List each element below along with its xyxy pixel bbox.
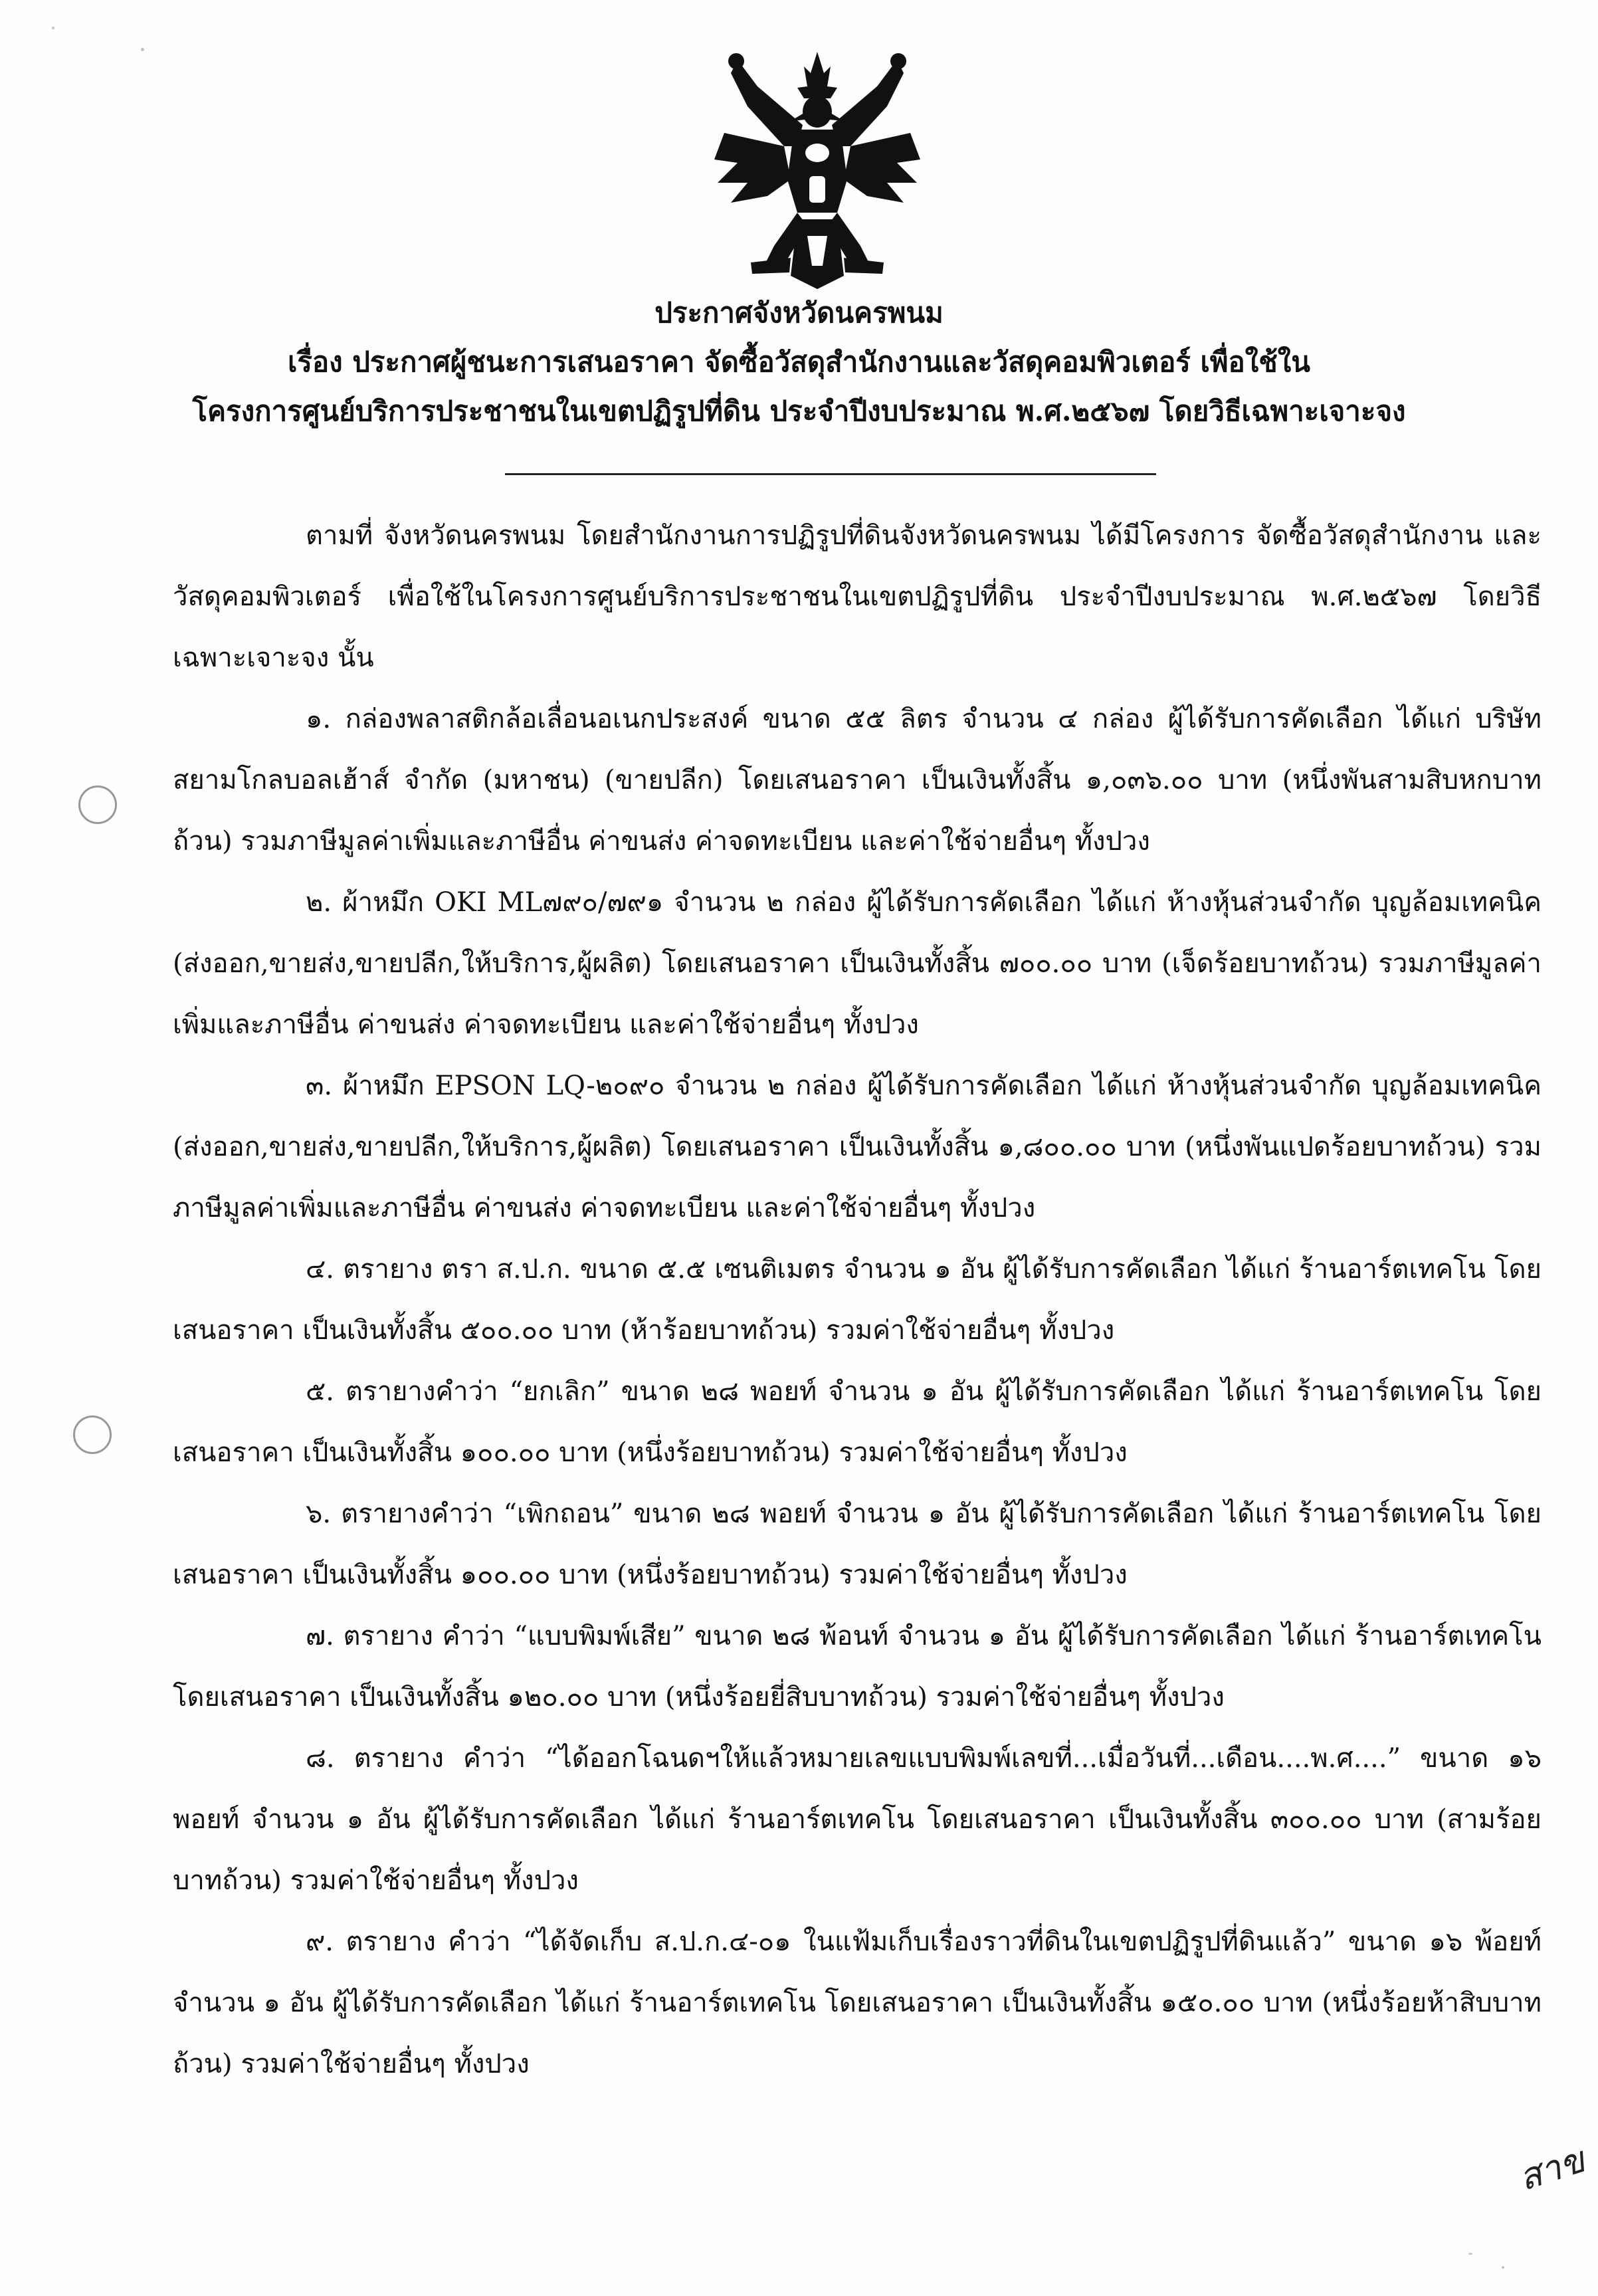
list-item: ๖. ตรายางคำว่า “เพิกถอน” ขนาด ๒๘ พอยท์ จำนวน ๑ อัน ผู้ได้รับการคัดเลือก ได้แก่ ร้านอาร์ตเทคโน โดยเสนอราคา เป็นเงินทั้งสิ้น ๑๐๐.๐๐ บาท (หนึ่งร้อยบาทถ้วน) รวมค่าใช้จ่ายอื่นๆ ทั้งปวง	[173, 1499, 1542, 1590]
list-item: ๑. กล่องพลาสติกล้อเลื่อนอเนกประสงค์ ขนาด ๕๕ ลิตร จำนวน ๔ กล่อง ผู้ได้รับการคัดเลือก ได้แก่ บริษัท สยามโกลบอลเฮ้าส์ จำกัด (มหาชน) (ขายปลีก) โดยเสนอราคา เป็นเงินทั้งสิ้น ๑,๐๓๖.๐๐ บาท (หนึ่งพันสามสิบหกบาทถ้วน) รวมภาษีมูลค่าเพิ่มและภาษีอื่น ค่าขนส่ง ค่าจดทะเบียน และค่าใช้จ่ายอื่นๆ ทั้งปวง	[173, 704, 1542, 857]
list-item: ๗. ตรายาง คำว่า “แบบพิมพ์เสีย” ขนาด ๒๘ พ้อนท์ จำนวน ๑ อัน ผู้ได้รับการคัดเลือก ได้แก่ ร้านอาร์ตเทคโน โดยเสนอราคา เป็นเงินทั้งสิ้น ๑๒๐.๐๐ บาท (หนึ่งร้อยยี่สิบบาทถ้วน) รวมค่าใช้จ่ายอื่นๆ ทั้งปวง	[173, 1621, 1542, 1713]
scan-speck	[52, 27, 54, 29]
list-item: ๓. ผ้าหมึก EPSON LQ-๒๐๙๐ จำนวน ๒ กล่อง ผู้ได้รับการคัดเลือก ได้แก่ ห้างหุ้นส่วนจำกัด บุญล้อมเทคนิค (ส่งออก,ขายส่ง,ขายปลีก,ให้บริการ,ผู้ผลิต) โดยเสนอราคา เป็นเงินทั้งสิ้น ๑,๘๐๐.๐๐ บาท (หนึ่งพันแปดร้อยบาทถ้วน) รวมภาษีมูลค่าเพิ่มและภาษีอื่น ค่าขนส่ง ค่าจดทะเบียน และค่าใช้จ่ายอื่นๆ ทั้งปวง	[173, 1071, 1542, 1223]
list-item: ๘. ตรายาง คำว่า “ได้ออกโฉนดฯให้แล้วหมายเลขแบบพิมพ์เลขที่...เมื่อวันที่...เดือน....พ.ศ....” ขนาด ๑๖ พอยท์ จำนวน ๑ อัน ผู้ได้รับการคัดเลือก ได้แก่ ร้านอาร์ตเทคโน โดยเสนอราคา เป็นเงินทั้งสิ้น ๓๐๐.๐๐ บาท (สามร้อยบาทถ้วน) รวมค่าใช้จ่ายอื่นๆ ทั้งปวง	[173, 1743, 1542, 1896]
garuda-emblem-icon	[711, 47, 924, 292]
list-item: ๙. ตรายาง คำว่า “ได้จัดเก็บ ส.ป.ก.๔-๐๑ ในแฟ้มเก็บเรื่องราวที่ดินในเขตปฏิรูปที่ดินแล้ว” ขนาด ๑๖ พ้อยท์ จำนวน ๑ อัน ผู้ได้รับการคัดเลือก ได้แก่ ร้านอาร์ตเทคโน โดยเสนอราคา เป็นเงินทั้งสิ้น ๑๕๐.๐๐ บาท (หนึ่งร้อยห้าสิบบาทถ้วน) รวมค่าใช้จ่ายอื่นๆ ทั้งปวง	[173, 1927, 1542, 2079]
announcement-header	[133, 292, 1465, 445]
scan-speck	[141, 48, 144, 51]
list-item: ๔. ตรายาง ตรา ส.ป.ก. ขนาด ๕.๕ เซนติเมตร จำนวน ๑ อัน ผู้ได้รับการคัดเลือก ได้แก่ ร้านอาร์ตเทคโน โดยเสนอราคา เป็นเงินทั้งสิ้น ๕๐๐.๐๐ บาท (ห้าร้อยบาทถ้วน) รวมค่าใช้จ่ายอื่นๆ ทั้งปวง	[173, 1254, 1542, 1346]
header-divider	[505, 473, 1156, 475]
announcement-body	[173, 505, 1542, 2095]
subject-line: เรื่อง ประกาศผู้ชนะการเสนอราคา จัดซื้อวัสดุสำนักงานและวัสดุคอมพิวเตอร์ เพื่อใช้ใน	[288, 346, 1310, 378]
list-item: ๕. ตรายางคำว่า “ยกเลิก” ขนาด ๒๘ พอยท์ จำนวน ๑ อัน ผู้ได้รับการคัดเลือก ได้แก่ ร้านอาร์ตเทคโน โดยเสนอราคา เป็นเงินทั้งสิ้น ๑๐๐.๐๐ บาท (หนึ่งร้อยบาทถ้วน) รวมค่าใช้จ่ายอื่นๆ ทั้งปวง	[173, 1376, 1542, 1468]
intro-paragraph: ตามที่ จังหวัดนครพนม โดยสำนักงานการปฏิรูปที่ดินจังหวัดนครพนม ได้มีโครงการ จัดซื้อวัสดุสำนักงาน และวัสดุคอมพิวเตอร์ เพื่อใช้ในโครงการศูนย์บริการประชาชนในเขตปฏิรูปที่ดิน ประจำปีงบประมาณ พ.ศ.๒๕๖๗ โดยวิธีเฉพาะเจาะจง นั้น	[173, 520, 1542, 673]
scan-speck	[1468, 2253, 1472, 2255]
list-item: ๒. ผ้าหมึก OKI ML๗๙๐/๗๙๑ จำนวน ๒ กล่อง ผู้ได้รับการคัดเลือก ได้แก่ ห้างหุ้นส่วนจำกัด บุญล้อมเทคนิค (ส่งออก,ขายส่ง,ขายปลีก,ให้บริการ,ผู้ผลิต) โดยเสนอราคา เป็นเงินทั้งสิ้น ๗๐๐.๐๐ บาท (เจ็ดร้อยบาทถ้วน) รวมภาษีมูลค่าเพิ่มและภาษีอื่น ค่าขนส่ง ค่าจดทะเบียน และค่าใช้จ่ายอื่นๆ ทั้งปวง	[173, 887, 1542, 1040]
punch-hole-mark	[78, 785, 117, 824]
handwritten-initials: สาข	[1513, 2139, 1590, 2199]
page-title: ประกาศจังหวัดนครพนม	[654, 296, 944, 329]
punch-hole-mark	[73, 1415, 112, 1454]
scan-speck	[1502, 2266, 1504, 2269]
subject-line-continued: โครงการศูนย์บริการประชาชนในเขตปฏิรูปที่ดิน ประจำปีงบประมาณ พ.ศ.๒๕๖๗ โดยวิธีเฉพาะเจาะจง	[192, 395, 1406, 427]
